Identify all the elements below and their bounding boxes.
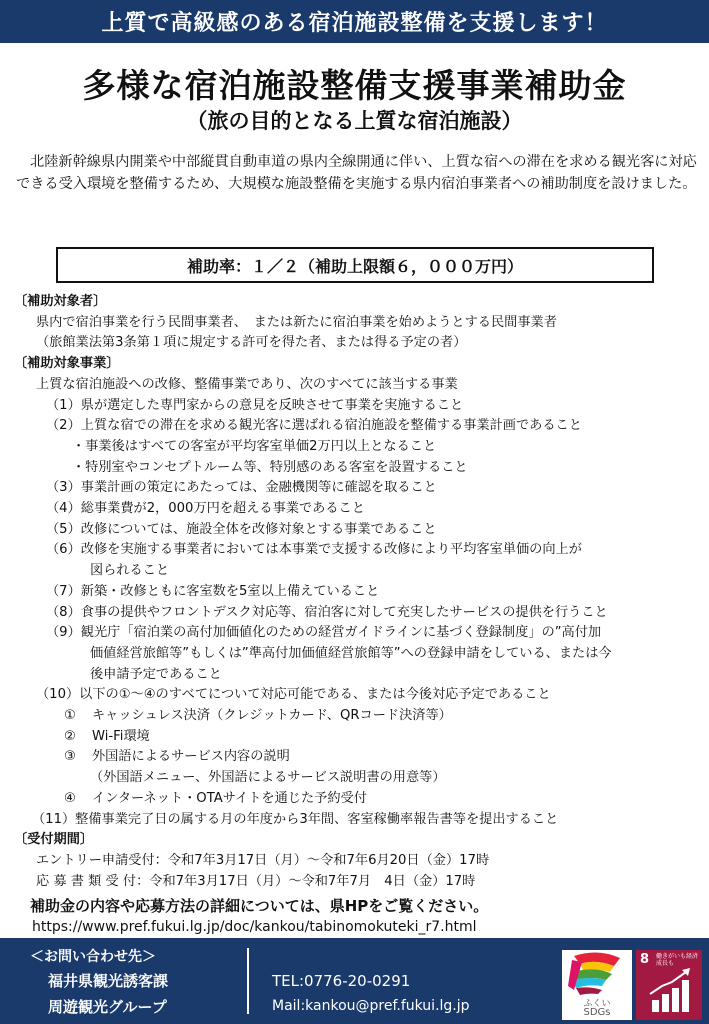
target-heading: 〔補助対象者〕 xyxy=(14,294,107,309)
contact-mail: Mail:kankou@pref.fukui.lg.jp xyxy=(272,998,470,1014)
requirement-item-cont: （外国語メニュー、外国語によるサービス説明書の用意等） xyxy=(90,770,446,786)
project-heading: 〔補助対象事業〕 xyxy=(14,356,120,372)
condition-subitem: ・特別室やコンセプトルーム等、特別感のある客室を設置すること xyxy=(72,459,468,475)
condition-item-cont: 図られること xyxy=(90,563,170,579)
condition-item: （7）新築・改修ともに客室数を5室以上備えていること xyxy=(46,583,380,599)
requirement-text: 外国語によるサービス内容の説明 xyxy=(92,749,290,765)
period-entry: エントリー申請受付：令和7年3月17日（月）～令和7年6月20日（金）17時 xyxy=(36,852,490,868)
condition-item: （4）総事業費が2，000万円を超える事業であること xyxy=(46,501,365,517)
sdgs-label: ふくい xyxy=(583,999,611,1009)
details-section xyxy=(14,292,704,938)
requirement-text: インターネット・OTAサイトを通じた予約受付 xyxy=(92,790,367,806)
intro-paragraph xyxy=(16,151,698,195)
page-subtitle: （旅の目的となる上質な宿泊施設） xyxy=(186,109,523,133)
requirement-number: ④ xyxy=(64,790,76,806)
intro-line: 北陸新幹線県内開業や中部縦貫自動車道の県内全線開通に伴い、上質な宿への滞在 xyxy=(30,154,555,170)
requirement-item xyxy=(14,706,704,727)
requirement-text: キャッシュレス決済（クレジットカード、QRコード決済等） xyxy=(92,708,452,724)
subsidy-rate-box xyxy=(56,247,654,283)
contact-tel: TEL:0776-20-0291 xyxy=(272,972,411,990)
condition-item-cont: 価値経営旅館等”もしくは”準高付加価値経営旅館等”への登録申請をしている、または今 xyxy=(90,645,612,661)
contact-group: 周遊観光グループ xyxy=(48,998,167,1016)
sdgs-label: SDGs xyxy=(583,1007,611,1018)
subsidy-rate-text: 補助率：１／２（補助上限額６，０００万円） xyxy=(186,256,523,276)
target-line: （旅館業法第3条第１項に規定する許可を得た者、または得る予定の者） xyxy=(36,335,467,351)
period-heading: 〔受付期間〕 xyxy=(14,832,94,848)
requirement-item xyxy=(14,789,704,810)
sdgs-swirl-icon xyxy=(562,950,632,996)
goal-label: 働きがいも経済成長も xyxy=(656,953,699,967)
project-lead: 上質な宿泊施設への改修、整備事業であり、次のすべてに該当する事業 xyxy=(36,376,458,392)
condition-item: （8）食事の提供やフロントデスク対応等、宿泊客に対して充実したサービスの提供を行うこと xyxy=(46,604,608,620)
requirement-number: ③ xyxy=(64,749,76,765)
sdg-goal8-badge xyxy=(636,950,702,1020)
condition-item: （9）観光庁「宿泊業の高付加価値化のための経営ガイドラインに基づく登録制度」の”高付加 xyxy=(46,625,602,641)
details-url-link[interactable]: https://www.pref.fukui.lg.jp/doc/kankou/tabinomokuteki_r7.html xyxy=(32,919,477,936)
contact-label: ＜お問い合わせ先＞ xyxy=(30,949,156,965)
condition-item: （6）改修を実施する事業者においては本事業で支援する改修により平均客室単価の向上が xyxy=(46,542,582,558)
requirement-number: ① xyxy=(64,708,76,724)
condition-item: （3）事業計画の策定にあたっては、金融機関等に確認を取ること xyxy=(46,480,437,496)
growth-chart-icon xyxy=(636,950,702,1020)
intro-line: 内宿泊事業者への補助制度を設けました。 xyxy=(426,176,697,192)
condition-item: （1）県が選定した専門家からの意見を反映させて事業を実施すること xyxy=(46,397,464,413)
banner-text: 上質で高級感のある宿泊施設整備を支援します！ xyxy=(101,11,608,36)
requirement-number: ② xyxy=(64,728,76,744)
details-notice: 補助金の内容や応募方法の詳細については、県HPをご覧ください。 xyxy=(30,897,489,916)
requirement-item xyxy=(14,747,704,768)
page-title: 多様な宿泊施設整備支援事業補助金 xyxy=(82,66,627,105)
condition-item: （10）以下の①～④のすべてについて対応可能である、または今後対応予定であること xyxy=(36,687,551,703)
condition-subitem: ・事業後はすべての客室が平均客室単価2万円以上となること xyxy=(72,438,437,454)
contact-department: 福井県観光誘客課 xyxy=(48,972,169,990)
target-line: 県内で宿泊事業を行う民間事業者、 または新たに宿泊事業を始めようとする民間事業者 xyxy=(36,314,557,330)
condition-item: （5）改修については、施設全体を改修対象とする事業であること xyxy=(46,521,437,537)
intro-line: を求める観光客に対応できる受入環境を整備するため、大規模な施設整備を実施する県 xyxy=(16,154,697,192)
top-banner xyxy=(0,0,709,43)
condition-item: （2）上質な宿での滞在を求める観光客に選ばれる宿泊施設を整備する事業計画であること xyxy=(46,418,582,434)
requirement-item xyxy=(14,727,704,748)
fukui-sdgs-logo xyxy=(562,950,632,1020)
goal-number: 8 xyxy=(640,952,650,967)
condition-item: （11）整備事業完了日の属する月の年度から3年間、客室稼働率報告書等を提出すること xyxy=(32,811,559,827)
footer-divider xyxy=(247,948,249,1014)
condition-item-cont: 後申請予定であること xyxy=(90,666,222,682)
period-docs: 応 募 書 類 受 付：令和7年3月17日（月）～令和7年7月 4日（金）17時 xyxy=(36,873,476,889)
requirement-text: Wi-Fi環境 xyxy=(92,728,150,744)
